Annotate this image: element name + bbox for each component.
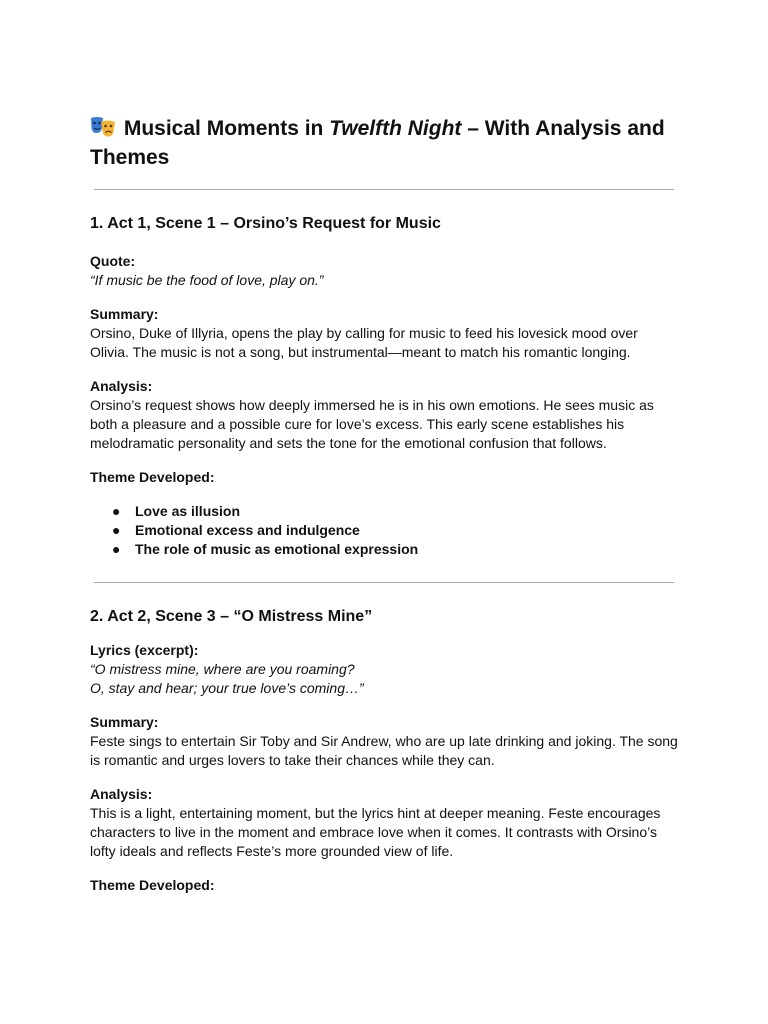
section-act1-scene1 — [90, 213, 680, 559]
theme-label: Theme Developed: — [90, 469, 215, 485]
summary-label: Summary: — [90, 714, 159, 730]
divider — [94, 189, 674, 190]
analysis-label: Analysis: — [90, 378, 153, 394]
title-play-name: Twelfth Night — [329, 117, 462, 140]
summary-label: Summary: — [90, 306, 159, 322]
bullet-icon: ● — [112, 503, 121, 519]
bullet-icon: ● — [112, 522, 121, 538]
lyrics-line: “O mistress mine, where are you roaming? — [90, 661, 355, 677]
analysis-text: This is a light, entertaining moment, but the lyrics hint at deeper meaning. Feste encourages characters to live in the moment and embrace love when it comes. It contrasts with Orsino’s lofty ideals and reflects Feste’s more grounded view of life. — [90, 805, 661, 859]
list-item — [90, 502, 680, 521]
theme-item-text: Love as illusion — [135, 503, 241, 519]
title-text-post: – With Analysis and Themes — [90, 117, 665, 169]
lyrics-label: Lyrics (excerpt): — [90, 642, 199, 658]
quote-text: “If music be the food of love, play on.” — [90, 272, 324, 288]
section-act2-scene3 — [90, 606, 680, 895]
list-item — [90, 521, 680, 540]
document-title — [90, 114, 680, 172]
title-text-pre: Musical Moments in — [118, 117, 330, 140]
analysis-text: Orsino’s request shows how deeply immersed he is in his own emotions. He sees music as both a pleasure and a possible cure for love’s excess. This early scene establishes his melodramatic personality and sets the tone for the emotional confusion that follows. — [90, 397, 654, 451]
theme-list — [90, 502, 680, 559]
performing-arts-icon — [90, 116, 116, 138]
divider — [94, 582, 674, 583]
analysis-label: Analysis: — [90, 786, 153, 802]
list-item — [90, 540, 680, 559]
theme-item-text: Emotional excess and indulgence — [135, 522, 360, 538]
summary-text: Orsino, Duke of Illyria, opens the play by calling for music to feed his lovesick mood over Olivia. The music is not a song, but instrumental—meant to match his romantic longing. — [90, 325, 638, 360]
theme-label: Theme Developed: — [90, 877, 215, 893]
lyrics-line: O, stay and hear; your true love’s coming…” — [90, 680, 364, 696]
document-page — [90, 114, 680, 895]
summary-text: Feste sings to entertain Sir Toby and Sir Andrew, who are up late drinking and joking. The song is romantic and urges lovers to take their chances while they can. — [90, 733, 678, 768]
theme-item-text: The role of music as emotional expression — [135, 541, 419, 557]
section-heading: 2. Act 2, Scene 3 – “O Mistress Mine” — [90, 608, 373, 625]
quote-label: Quote: — [90, 253, 136, 269]
section-heading: 1. Act 1, Scene 1 – Orsino’s Request for Music — [90, 215, 441, 232]
bullet-icon: ● — [112, 541, 121, 557]
